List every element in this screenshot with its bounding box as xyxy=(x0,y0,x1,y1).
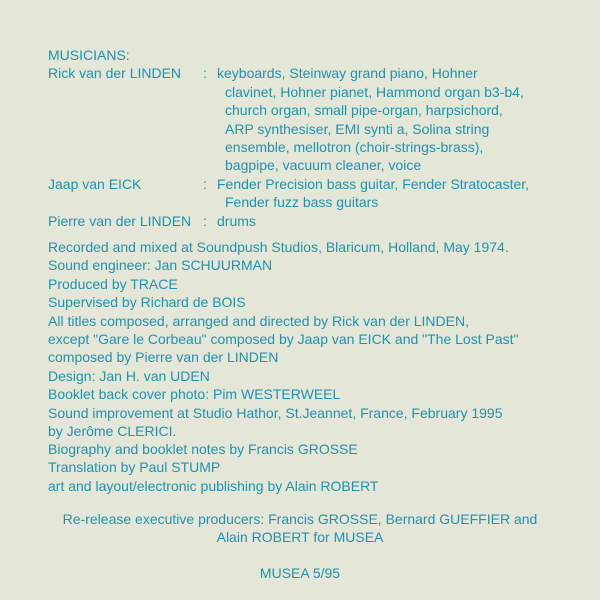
rerelease-credits xyxy=(0,510,600,547)
credit-line: except "Gare le Corbeau" composed by Jaap van EICK and "The Lost Past" xyxy=(48,331,519,348)
credit-line: by Jerôme CLERICI. xyxy=(48,423,177,440)
footer-line: Alain ROBERT for MUSEA xyxy=(216,529,384,546)
musician-entry xyxy=(48,64,596,174)
instrument-line: keyboards, Steinway grand piano, Hohner xyxy=(217,65,478,82)
credit-line: Produced by TRACE xyxy=(48,275,178,292)
credit-line: Sound improvement at Studio Hathor, St.Jeannet, France, February 1995 xyxy=(48,404,503,421)
name-separator: : xyxy=(203,65,207,82)
musician-instruments xyxy=(217,175,596,212)
instrument-line: ensemble, mellotron (choir-strings-brass), xyxy=(225,139,484,156)
instrument-line: clavinet, Hohner pianet, Hammond organ b3-b4, xyxy=(225,83,524,100)
instrument-line: ARP synthesiser, EMI synti a, Solina string xyxy=(225,120,490,137)
musician-entry xyxy=(48,212,596,230)
musicians-section xyxy=(48,46,596,230)
name-separator: : xyxy=(203,175,207,192)
instrument-line: drums xyxy=(217,212,256,229)
catalog-number: MUSEA 5/95 xyxy=(259,565,341,581)
name-separator: : xyxy=(203,212,207,229)
musician-name: Rick van der LINDEN xyxy=(48,65,182,82)
instrument-line: Fender fuzz bass guitars xyxy=(225,194,379,211)
booklet-credits xyxy=(48,440,596,495)
credit-line: Translation by Paul STUMP xyxy=(48,459,221,476)
footer-line: Re-release executive producers: Francis GROSSE, Bernard GUEFFIER and xyxy=(62,511,538,527)
credit-line: art and layout/electronic publishing by Alain ROBERT xyxy=(48,477,379,494)
credit-line: composed by Pierre van der LINDEN xyxy=(48,349,279,366)
musician-name: Pierre van der LINDEN xyxy=(48,212,192,229)
credit-line: Supervised by Richard de BOIS xyxy=(48,294,246,311)
instrument-line: Fender Precision bass guitar, Fender Stratocaster, xyxy=(217,175,530,192)
musician-instruments xyxy=(217,212,596,230)
musician-name: Jaap van EICK xyxy=(48,175,142,192)
credit-line: Design: Jan H. van UDEN xyxy=(48,367,210,384)
credit-line: Sound engineer: Jan SCHUURMAN xyxy=(48,257,273,274)
instrument-line: church organ, small pipe-organ, harpsichord, xyxy=(225,102,503,119)
musicians-heading: MUSICIANS: xyxy=(48,47,130,63)
credit-line: All titles composed, arranged and directed by Rick van der LINDEN, xyxy=(48,312,469,329)
musician-instruments xyxy=(217,64,596,174)
credit-line: Biography and booklet notes by Francis GROSSE xyxy=(48,441,358,457)
credit-line: Recorded and mixed at Soundpush Studios, Blaricum, Holland, May 1974. xyxy=(48,239,509,255)
credit-line: Booklet back cover photo: Pim WESTERWEEL xyxy=(48,386,341,403)
production-credits xyxy=(48,238,596,440)
instrument-line: bagpipe, vacuum cleaner, voice xyxy=(225,157,422,174)
musician-entry xyxy=(48,175,596,212)
